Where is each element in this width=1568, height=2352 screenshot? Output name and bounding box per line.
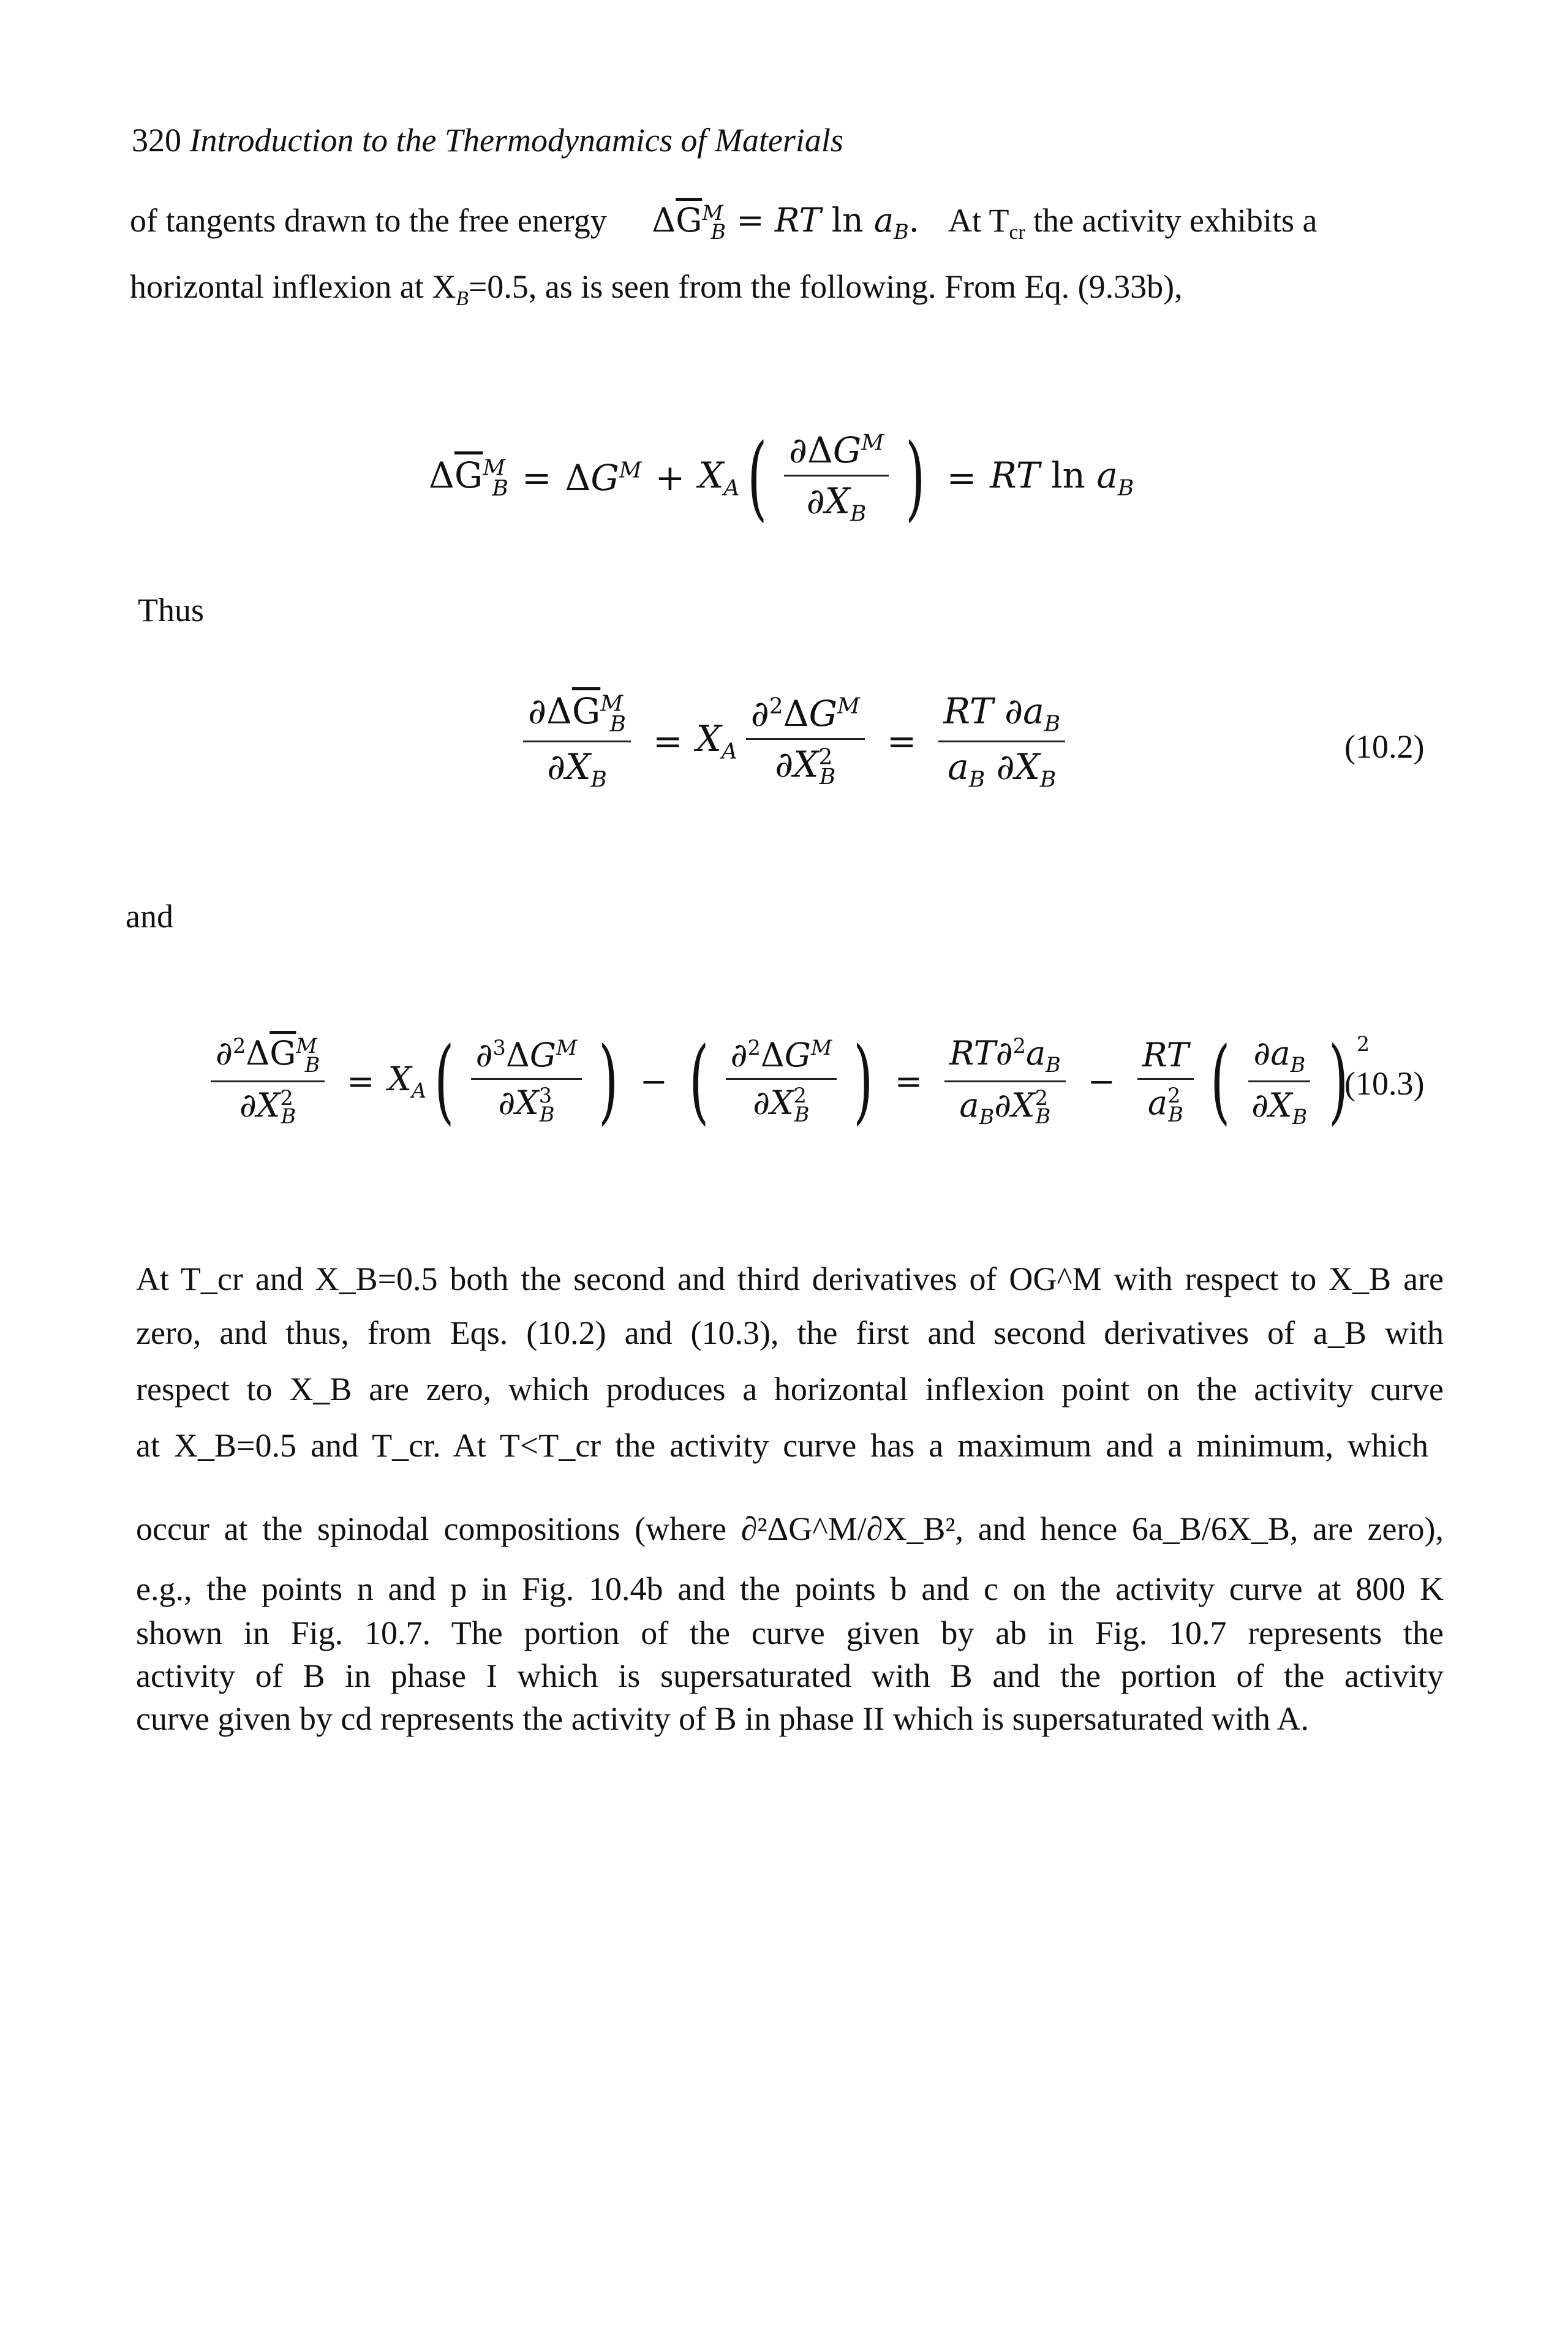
intro-line-1: of tangents drawn to the free energy $\Delta\overline{G}^M_B$ = RT $\ln a_B$. At $T_{cr}$ the activity exhibits a xyxy=(130,201,1317,244)
paragraph-2-line-1: occur at the spinodal compositions (where ∂²ΔG^M/∂X_B², and hence 6a_B/6X_B, are zero), xyxy=(136,1510,1444,1547)
equation-10-3: $\frac{\partial^2\Delta\overline{G}^M_B}{\partial X^2_B}$ = $X_A$ ( $\frac{\partial^3\Delta G^M}{\partial X^3_B}$ ) − ( $\frac{\partial^2\Delta G^M}{\partial X^2_B}$ ) = $\frac{RT\partial^2a_B}{a_B\partial X^2_B}$ − $\frac{RT}{a^2_B}$ ( $\frac{\partial a_B}{\partial X_B}$ ) $^2$ xyxy=(202,1020,1370,1142)
paragraph-1-line-4: at X_B=0.5 and T_cr. At T<T_cr the activity curve has a maximum and a minimum, which xyxy=(136,1427,1428,1464)
label-thus: Thus xyxy=(138,592,204,628)
intro-line-2: horizontal inflexion at $X_B=0.5$, as is seen from the following. From Eq. (9.33b), xyxy=(130,268,1183,310)
paragraph-1-line-2: zero, and thus, from Eqs. (10.2) and (10.3), the first and second derivatives of a_B with xyxy=(136,1314,1444,1351)
book-title: Introduction to the Thermodynamics of Materials xyxy=(189,122,843,159)
inline-math-free-energy: $\Delta\overline{G}^M_B$ = RT $\ln a_B$. xyxy=(652,201,930,244)
paragraph-1-line-1: At T_cr and X_B=0.5 both the second and third derivatives of OG^M with respect to X_B are xyxy=(136,1261,1444,1297)
paragraph-2-line-2: e.g., the points n and p in Fig. 10.4b and the points b and c on the activity curve at 800 K xyxy=(136,1570,1444,1607)
paragraph-2-line-5: curve given by cd represents the activity of B in phase II which is supersaturated with A. xyxy=(136,1700,1309,1737)
equation-number-10-2: (10.2) xyxy=(1344,728,1425,765)
equation-partial-molar: $\Delta\overline{G}^M_B$ = $\Delta G^M$ + $X_A$ ( $\frac{\partial\Delta G^M}{\partial X_B}$ ) = RT $\ln a_B$ xyxy=(429,424,1134,531)
paragraph-2-line-3: shown in Fig. 10.7. The portion of the curve given by ab in Fig. 10.7 represents the xyxy=(136,1615,1444,1651)
paragraph-2-line-4: activity of B in phase I which is supersaturated with B and the portion of the activity xyxy=(136,1657,1444,1694)
paragraph-1-line-3: respect to X_B are zero, which produces a horizontal inflexion point on the activity curve xyxy=(136,1371,1444,1408)
running-head xyxy=(132,121,843,159)
page-number: 320 xyxy=(132,122,181,159)
equation-number-10-3: (10.3) xyxy=(1344,1065,1425,1102)
equation-10-2: $\frac{\partial\Delta\overline{G}^M_B}{\partial X_B}$ = $X_A$ $\frac{\partial^2\Delta G^M}{\partial X^2_B}$ = $\frac{RT \partial a_B}{a_B \partial X_B}$ xyxy=(514,680,1074,802)
label-and: and xyxy=(126,898,173,935)
